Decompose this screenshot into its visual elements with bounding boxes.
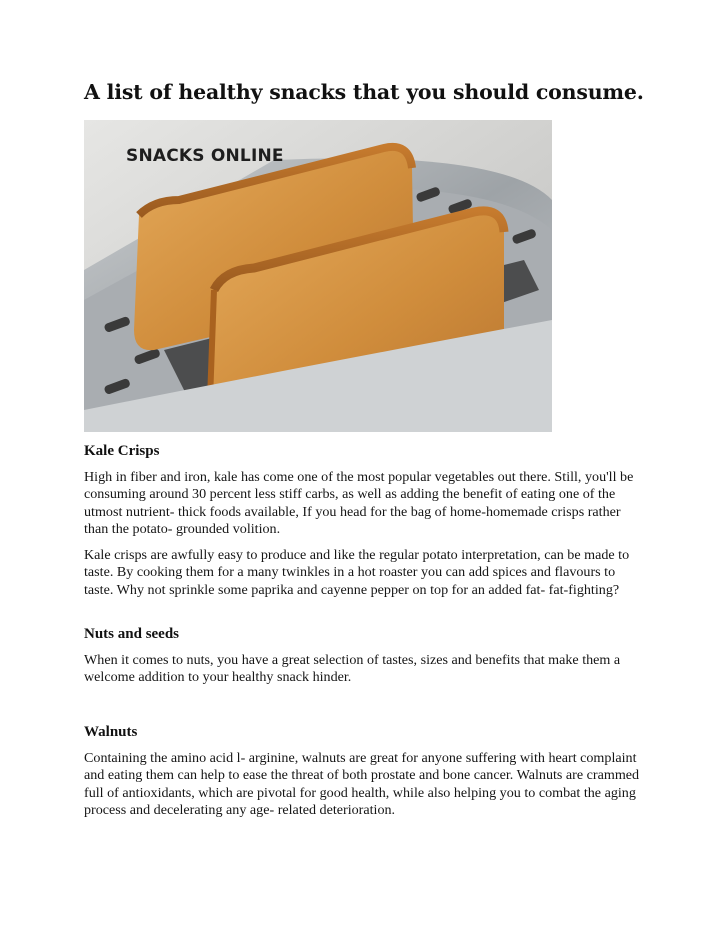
nuts-and-seeds-paragraph: When it comes to nuts, you have a great selection of tastes, sizes and benefits that make them a welcome addition to your healthy snack hinder.	[84, 652, 621, 686]
section-heading-nuts-and-seeds: Nuts and seeds	[84, 626, 180, 642]
page-title: A list of healthy snacks that you should consume.	[84, 80, 644, 104]
section-heading-kale-crisps: Kale Crisps	[84, 443, 160, 459]
toast-photo	[84, 120, 552, 432]
walnuts-paragraph: Containing the amino acid l- arginine, walnuts are great for anyone suffering with heart complaint and eating them can help to ease the threat of both prostate and bone cancer. Walnuts are crammed full of antioxidants, which are pivotal for good health, while also helping you to combat the aging process and decelerating any age- related deterioration.	[84, 750, 640, 819]
kale-crisps-paragraph-2: Kale crisps are awfully easy to produce and like the regular potato interpretation, can be made to taste. By cooking them for a many twinkles in a hot roaster you can add spices and flavours to taste. Why not sprinkle some paprika and cayenne pepper on top for an added fat- fat-fighting?	[84, 547, 630, 598]
section-heading-walnuts: Walnuts	[84, 724, 138, 740]
image-caption: SNACKS ONLINE	[126, 146, 284, 166]
toaster-toast-illustration	[84, 120, 552, 432]
kale-crisps-paragraph-1: High in fiber and iron, kale has come one of the most popular vegetables out there. Still, you'll be consuming around 30 percent less stiff carbs, as well as adding the benefit of eating one of the utmost nutrient- thick foods available, If you head for the bag of home-homemade crisps rather than the potato- grounded volition.	[84, 469, 634, 538]
